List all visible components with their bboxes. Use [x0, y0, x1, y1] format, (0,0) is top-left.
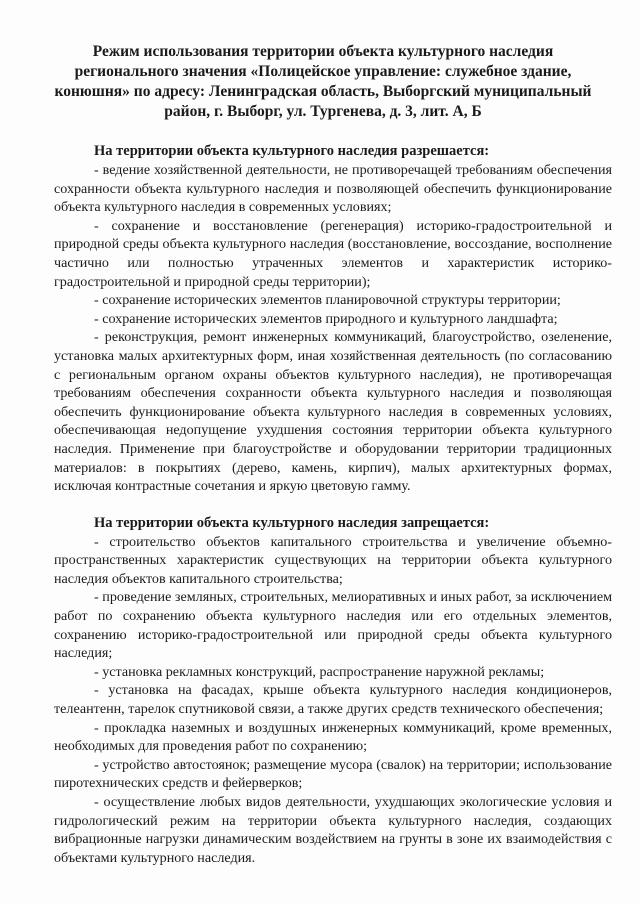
forbidden-item: - установка рекламных конструкций, распространение наружной рекламы; [94, 663, 545, 680]
allowed-item: - реконструкция, ремонт инженерных коммуникаций, благоустройство, озеленение, установка малых архитектурных форм, иная хозяйственная деятельность (по согласованию с региональным органом охраны объектов культурного наследия), не противоречащая требованиям обеспечения сохранности объекта культурного наследия и позволяющая обеспечить функционирование объекта культурного наследия в современных условиях, обеспечивающая недопущение ухудшения состояния территории объекта культурного наследия. Применение при благоустройстве и оборудовании территории традиционных материалов: в покрытиях (дерево, камень, кирпич), малых архитектурных формах, исключая контрастные сочетания и яркую цветовую гамму. [54, 329, 612, 495]
forbidden-item: - устройство автостоянок; размещение мусора (свалок) на территории; использование пиротехнических средств и фейерверков; [54, 756, 612, 792]
forbidden-item: - осуществление любых видов деятельности, ухудшающих экологические условия и гидрологический режим на территории объекта культурного наследия, создающих вибрационные нагрузки динамическим воздействием на грунты в зоне их взаимодействия с объектами культурного наследия. [54, 794, 612, 866]
allowed-section [54, 142, 612, 496]
allowed-item: - сохранение и восстановление (регенерация) историко-градостроительной и природной среды объекта культурного наследия (восстановление, воссоздание, восполнение частично или полностью утраченных элементов и характеристик историко-градостроительной и природной среды территории); [54, 217, 612, 290]
forbidden-heading: На территории объекта культурного наследия запрещается: [94, 514, 490, 531]
allowed-item: - ведение хозяйственной деятельности, не противоречащей требованиям обеспечения сохранности объекта культурного наследия и позволяющей обеспечить функционирование объекта культурного наследия в современных условиях; [54, 162, 612, 216]
document-title: Режим использования территории объекта культурного наследия регионального значения «Полицейское управление: служебное здание, конюшня» по адресу: Ленинградская область, Выборгский муниципальный район, г. Выборг, ул. Тургенева, д. 3, лит. А, Б [54, 43, 592, 120]
forbidden-item: - проведение земляных, строительных, мелиоративных и иных работ, за исключением работ по сохранению объекта культурного наследия или его отдельных элементов, сохранению историко-градостроительной или природной среды объекта культурного наследия; [54, 589, 612, 662]
allowed-item: - сохранение исторических элементов природного и культурного ландшафта; [94, 310, 558, 327]
forbidden-item: - установка на фасадах, крыше объекта культурного наследия кондиционеров, телеантенн, тарелок спутниковой связи, а также других средств технического обеспечения; [54, 682, 612, 718]
allowed-heading: На территории объекта культурного наследия разрешается: [94, 143, 490, 159]
allowed-item: - сохранение исторических элементов планировочной структуры территории; [94, 292, 561, 309]
forbidden-section [54, 514, 612, 868]
forbidden-item: - строительство объектов капитального строительства и увеличение объемно-пространственных характеристик существующих на территории объекта культурного наследия объектов капитального строительства; [54, 533, 612, 587]
forbidden-item: - прокладка наземных и воздушных инженерных коммуникаций, кроме временных, необходимых для проведения работ по сохранению; [54, 719, 612, 755]
